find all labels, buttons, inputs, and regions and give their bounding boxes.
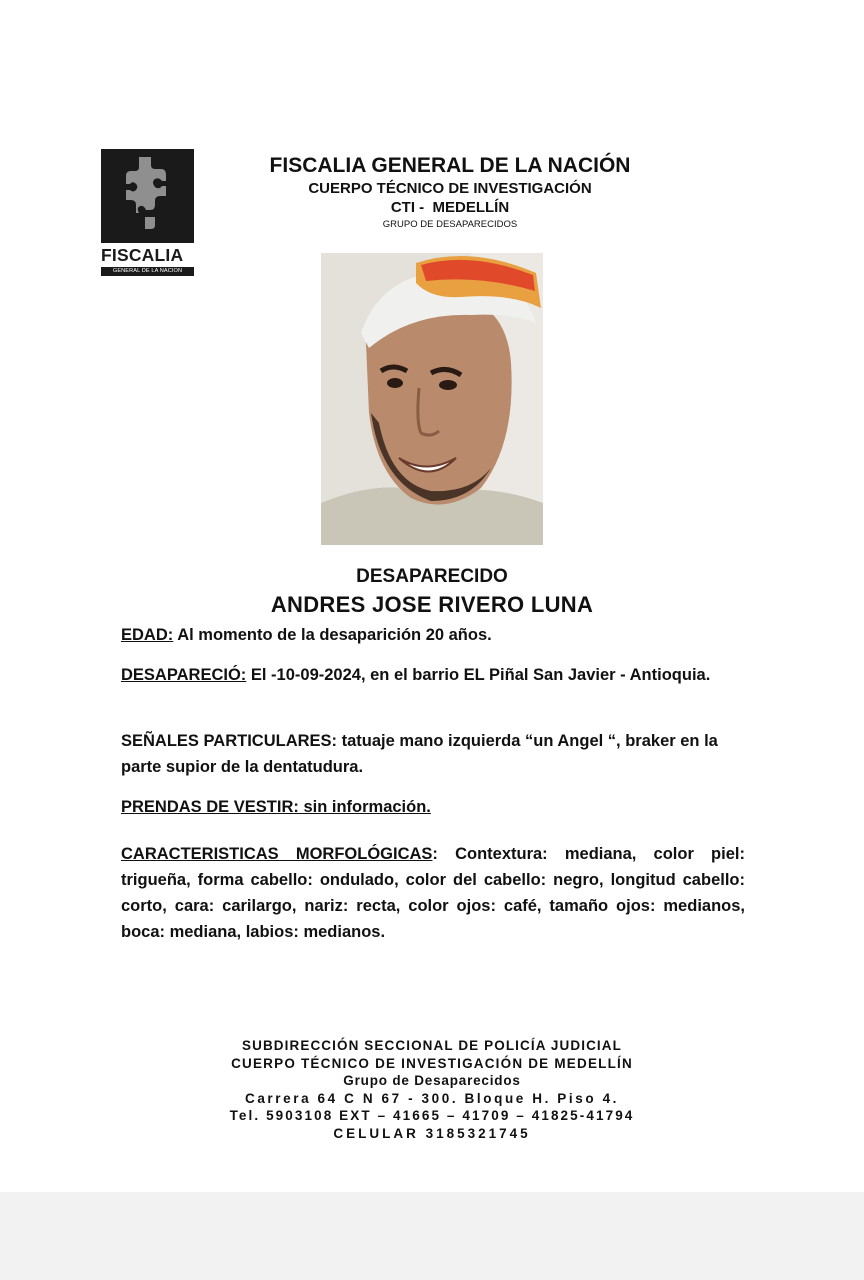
morphology-value: Contextura: mediana, color piel: trigueña, forma cabello: ondulado, color del cabello: negro, longitud cabello: corto, cara: carilargo, nariz: recta, color ojos: café, tamaño ojos: medianos, boca: mediana, labios: medianos. bbox=[121, 845, 745, 941]
clothing-label: PRENDAS DE VESTIR: bbox=[121, 798, 299, 816]
fiscalia-logo bbox=[101, 149, 194, 279]
marks-section bbox=[121, 728, 745, 780]
portrait-illustration bbox=[321, 253, 543, 545]
office-title: CTI - MEDELLÍN bbox=[390, 199, 510, 216]
puzzle-piece-icon bbox=[119, 155, 177, 237]
morphology-section bbox=[121, 841, 745, 945]
age-label: EDAD: bbox=[121, 626, 174, 644]
footer-phone: Tel. 5903108 EXT – 41665 – 41709 – 41825-41794 bbox=[229, 1108, 635, 1123]
disappearance-label: DESAPARECIÓ: bbox=[121, 666, 247, 684]
clothing-section bbox=[121, 794, 745, 820]
disappearance-section bbox=[121, 662, 745, 688]
footer-mobile: CELULAR 3185321745 bbox=[333, 1125, 531, 1141]
age-section bbox=[121, 622, 745, 648]
status-title: DESAPARECIDO bbox=[356, 566, 508, 587]
footer-address: Carrera 64 C N 67 - 300. Bloque H. Piso 4. bbox=[244, 1090, 620, 1106]
bottom-margin bbox=[0, 1192, 864, 1280]
missing-person-photo bbox=[321, 253, 543, 545]
footer-line-1: SUBDIRECCIÓN SECCIONAL DE POLICÍA JUDICIAL bbox=[242, 1038, 622, 1053]
morphology-label: CARACTERISTICAS MORFOLÓGICAS bbox=[121, 845, 433, 863]
morphology-colon: : bbox=[432, 845, 438, 863]
marks-label: SEÑALES PARTICULARES: bbox=[121, 732, 338, 750]
age-value: Al momento de la desaparición 20 años. bbox=[173, 626, 492, 644]
marks-value: tatuaje mano izquierda “un Angel “, braker en la parte supior de la dentatudura. bbox=[121, 732, 718, 776]
logo-subtitle: GENERAL DE LA NACION bbox=[101, 267, 194, 276]
clothing-value: sin información. bbox=[298, 798, 431, 816]
person-name: ANDRES JOSE RIVERO LUNA bbox=[270, 592, 594, 617]
footer-line-3: Grupo de Desaparecidos bbox=[343, 1073, 521, 1088]
disappearance-value: El -10-09-2024, en el barrio EL Piñal San Javier - Antioquia. bbox=[246, 666, 711, 684]
institution-title: FISCALIA GENERAL DE LA NACIÓN bbox=[269, 154, 631, 177]
footer-line-2: CUERPO TÉCNICO DE INVESTIGACIÓN DE MEDELLÍN bbox=[231, 1055, 633, 1071]
department-title: CUERPO TÉCNICO DE INVESTIGACIÓN bbox=[308, 180, 592, 197]
logo-wordmark: FISCALIA bbox=[101, 245, 184, 265]
document-header bbox=[200, 153, 700, 231]
group-title: GRUPO DE DESAPARECIDOS bbox=[382, 219, 518, 230]
logo-emblem bbox=[101, 149, 194, 243]
contact-footer bbox=[120, 1037, 744, 1142]
